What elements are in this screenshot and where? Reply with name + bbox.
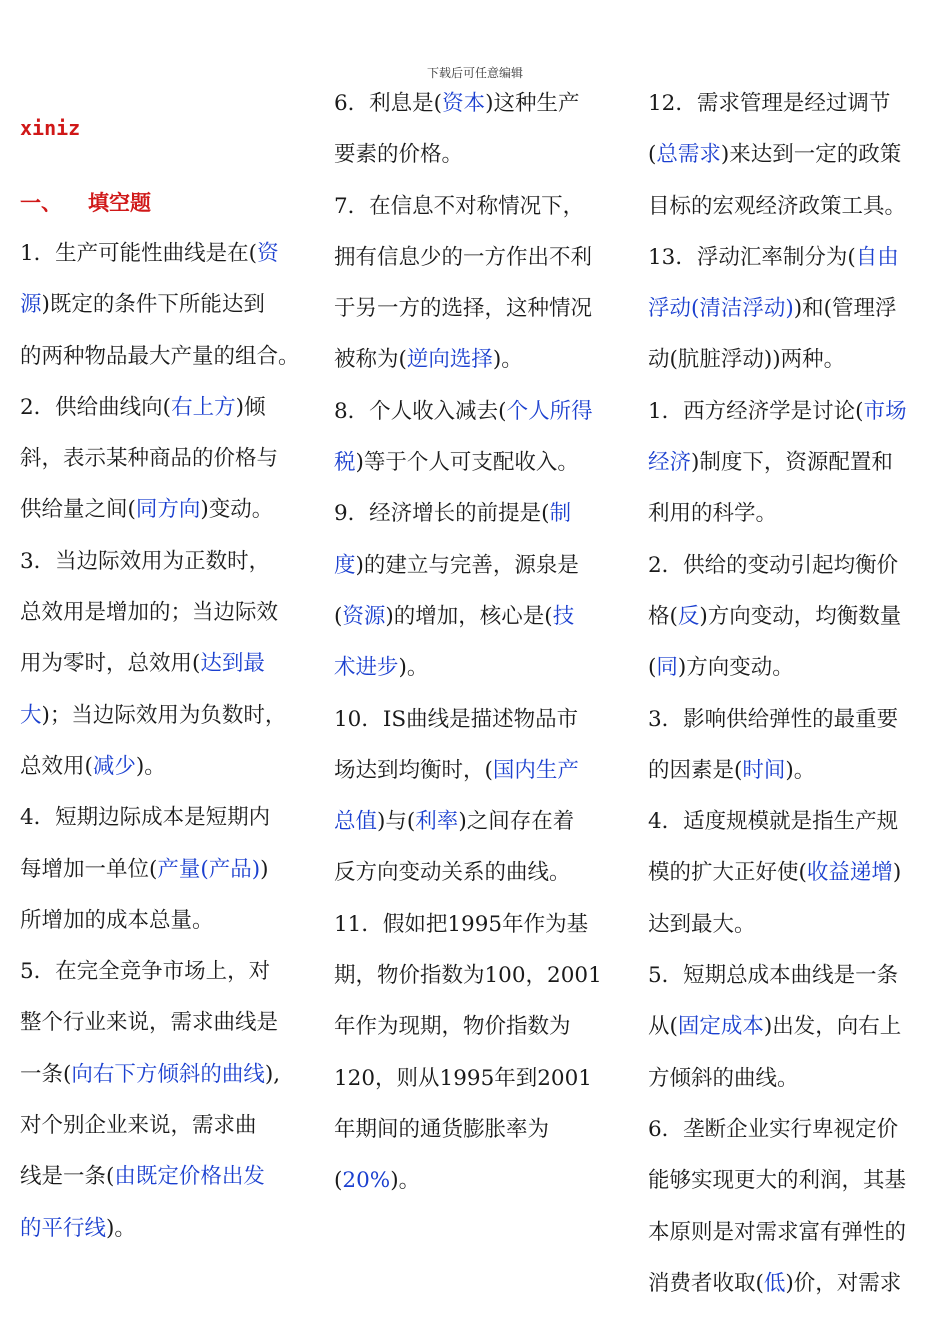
question-text: )制度下，资源配置和 — [691, 450, 893, 476]
text-line — [648, 745, 938, 796]
page-header: 下载后可任意编辑 — [426, 66, 523, 80]
answer-text: 利率 — [415, 809, 459, 835]
question-text: 动(肮脏浮动))两种。 — [648, 347, 846, 373]
text-line — [334, 540, 624, 591]
text-line — [20, 792, 320, 843]
question-text: 6．垄断企业实行卑视定价 — [648, 1116, 899, 1142]
question-text: )和(管理浮 — [793, 296, 897, 322]
question-text: 拥有信息少的一方作出不利 — [334, 244, 593, 270]
text-line — [334, 437, 624, 488]
question-text: 供给量之间( — [20, 497, 136, 523]
answer-text: 市场 — [863, 398, 907, 424]
question-text: )方向变动，均衡数量 — [699, 603, 902, 629]
question-text: 2．供给曲线向( — [20, 394, 172, 420]
text-line — [20, 638, 320, 689]
text-line — [334, 1053, 624, 1104]
question-text: 能够实现更大的利润，其基 — [648, 1168, 907, 1194]
text-line — [334, 591, 624, 642]
answer-text: 反 — [677, 603, 700, 629]
question-text: 格( — [648, 603, 678, 629]
text-line — [648, 232, 938, 283]
text-line — [20, 279, 320, 330]
text-line — [334, 232, 624, 283]
question-text: ) — [892, 860, 902, 886]
question-text: 5．短期总成本曲线是一条 — [648, 963, 899, 989]
answer-text: 同 — [656, 655, 678, 681]
text-line — [648, 796, 938, 847]
answer-text: 20% — [342, 1168, 391, 1194]
question-text: 本原则是对需求富有弹性的 — [648, 1219, 907, 1245]
section-heading — [20, 187, 151, 217]
question-text: 8．个人收入减去( — [334, 398, 507, 424]
answer-text: 同方向 — [135, 497, 201, 523]
text-line — [20, 1151, 320, 1202]
text-line — [334, 334, 624, 385]
question-text: 从( — [648, 1014, 678, 1040]
answer-text: 产量(产品) — [157, 856, 261, 882]
text-line — [648, 1155, 938, 1206]
text-line — [334, 1001, 624, 1052]
question-text: ( — [648, 142, 657, 168]
text-line — [648, 899, 938, 950]
text-line — [334, 694, 624, 745]
answer-text: 总值 — [334, 809, 378, 835]
text-line — [334, 796, 624, 847]
text-line — [648, 283, 938, 334]
question-text: 的因素是( — [648, 757, 743, 783]
question-text: 对个别企业来说，需求曲 — [20, 1113, 257, 1139]
question-text: 方倾斜的曲线。 — [648, 1065, 799, 1091]
question-text: 期，物价指数为100，2001 — [334, 963, 602, 989]
text-line — [334, 78, 624, 129]
question-text: 整个行业来说，需求曲线是 — [20, 1010, 279, 1036]
answer-text: 达到最 — [200, 651, 265, 677]
answer-text: 国内生产 — [492, 757, 579, 783]
answer-text: 的平行线 — [20, 1215, 107, 1241]
question-text: 12．需求管理是经过调节 — [648, 91, 891, 116]
text-line — [334, 847, 624, 898]
text-line — [648, 386, 938, 437]
question-text: )的增加，核心是( — [385, 603, 553, 629]
text-line — [648, 1104, 938, 1155]
answer-text: 资源 — [342, 603, 386, 629]
question-text: 利用的科学。 — [648, 501, 778, 527]
brand-label: xiniz — [20, 116, 81, 140]
question-text: )方向变动。 — [677, 655, 794, 681]
answer-text: 右上方 — [171, 394, 236, 420]
question-text: 10．IS曲线是描述物品市 — [334, 706, 579, 732]
question-text: )的建立与完善，源泉是 — [355, 552, 579, 578]
answer-text: 个人所得 — [506, 398, 593, 424]
answer-text: 技 — [552, 603, 575, 629]
answer-text: 术进步 — [334, 655, 399, 681]
answer-text: 资 — [257, 241, 279, 266]
answer-text: 总需求 — [656, 142, 721, 168]
answer-text: 浮动(清洁浮动) — [648, 296, 794, 322]
answer-text: 度 — [334, 552, 356, 578]
text-line — [334, 899, 624, 950]
text-line — [20, 1100, 320, 1151]
question-text: 目标的宏观经济政策工具。 — [648, 193, 907, 219]
question-text: )。 — [492, 347, 523, 373]
question-text: 年期间的通货膨胀率为 — [334, 1116, 550, 1142]
answer-text: 时间 — [742, 757, 786, 783]
answer-text: 收益递增 — [806, 860, 893, 886]
question-text: 场达到均衡时，( — [334, 757, 493, 783]
question-text: )倾 — [235, 394, 266, 420]
question-text: 6．利息是( — [334, 91, 443, 116]
question-text: 11．假如把1995年作为基 — [334, 911, 589, 937]
text-line — [648, 129, 938, 180]
question-text: 模的扩大正好使( — [648, 860, 807, 886]
text-line — [20, 228, 320, 279]
question-text: )变动。 — [200, 497, 274, 523]
question-text: )出发，向右上 — [763, 1014, 902, 1040]
text-line — [334, 642, 624, 693]
question-text: ( — [334, 1168, 343, 1194]
question-text: 每增加一单位( — [20, 856, 158, 882]
question-text: 反方向变动关系的曲线。 — [334, 860, 571, 886]
text-line — [20, 690, 320, 741]
question-text: 年作为现期，物价指数为 — [334, 1014, 571, 1040]
question-text: )与( — [377, 809, 416, 835]
question-text: 斜，表示某种商品的价格与 — [20, 446, 279, 472]
answer-text: 制 — [549, 501, 572, 527]
question-text: )。 — [398, 655, 429, 681]
question-text: )。 — [106, 1215, 136, 1241]
answer-text: 经济 — [648, 450, 692, 476]
text-line — [648, 78, 938, 129]
text-line — [648, 488, 938, 539]
text-line — [648, 694, 938, 745]
question-text: ( — [334, 603, 343, 629]
text-line — [648, 1053, 938, 1104]
text-line — [20, 895, 320, 946]
question-text: 2．供给的变动引起均衡价 — [648, 552, 899, 578]
question-text: )等于个人可支配收入。 — [355, 450, 579, 476]
question-text: 13．浮动汇率制分为( — [648, 244, 856, 270]
section-title: 填空题 — [88, 191, 151, 215]
text-line — [20, 536, 320, 587]
question-text: 1．生产可能性曲线是在( — [20, 241, 258, 266]
question-text: 4．适度规模就是指生产规 — [648, 809, 899, 835]
text-line — [334, 386, 624, 437]
question-text: )。 — [135, 753, 166, 779]
question-text: 一条( — [20, 1061, 72, 1087]
text-line — [334, 745, 624, 796]
answer-text: 逆向选择 — [406, 347, 493, 373]
question-text: 9．经济增长的前提是( — [334, 501, 550, 527]
text-line — [334, 488, 624, 539]
question-text: 达到最大。 — [648, 911, 756, 937]
text-line — [648, 1001, 938, 1052]
text-line — [20, 1203, 320, 1254]
text-line — [648, 437, 938, 488]
text-line — [20, 946, 320, 997]
text-line — [20, 331, 320, 382]
text-line — [20, 997, 320, 1048]
section-number: 一、 — [20, 191, 62, 215]
question-text: ( — [648, 655, 657, 681]
question-text: 3．当边际效用为正数时， — [20, 548, 271, 574]
question-text: )来达到一定的政策 — [720, 142, 902, 168]
text-line — [334, 1155, 624, 1206]
text-line — [648, 642, 938, 693]
question-text: 消费者收取( — [648, 1270, 764, 1296]
question-text: )既定的条件下所能达到 — [41, 292, 265, 318]
question-text: 7．在信息不对称情况下， — [334, 193, 585, 219]
text-column-1 — [20, 228, 320, 1254]
answer-text: 自由 — [855, 244, 899, 270]
question-text: 所增加的成本总量。 — [20, 907, 214, 933]
answer-text: 低 — [763, 1270, 786, 1296]
question-text: )之间存在着 — [458, 809, 575, 835]
text-line — [20, 741, 320, 792]
question-text: )。 — [390, 1168, 421, 1194]
answer-text: 向右下方倾斜的曲线 — [71, 1061, 265, 1087]
question-text: 总效用( — [20, 753, 93, 779]
answer-text: 由既定价格出发 — [114, 1164, 265, 1190]
answer-text: 减少 — [92, 753, 136, 779]
question-text: 总效用是增加的；当边际效 — [20, 600, 279, 626]
text-column-2 — [334, 78, 624, 1207]
text-line — [334, 1104, 624, 1155]
question-text: ), — [264, 1061, 281, 1087]
text-line — [648, 950, 938, 1001]
answer-text: 资本 — [442, 91, 486, 116]
question-text: )；当边际效用为负数时， — [41, 702, 287, 728]
text-line — [648, 1258, 938, 1309]
question-text: 于另一方的选择，这种情况 — [334, 296, 593, 322]
question-text: )价，对需求 — [785, 1270, 902, 1296]
question-text: 1．西方经济学是讨论( — [648, 398, 864, 424]
text-line — [648, 181, 938, 232]
text-line — [334, 129, 624, 180]
answer-text: 税 — [334, 450, 356, 476]
text-line — [20, 844, 320, 895]
question-text: 被称为( — [334, 347, 407, 373]
answer-text: 源 — [20, 292, 42, 318]
question-text: 要素的价格。 — [334, 142, 464, 168]
question-text: 5．在完全竞争市场上，对 — [20, 959, 271, 985]
text-line — [648, 1207, 938, 1258]
text-line — [334, 181, 624, 232]
question-text: 的两种物品最大产量的组合。 — [20, 343, 300, 369]
text-line — [648, 847, 938, 898]
answer-text: 固定成本 — [677, 1014, 764, 1040]
question-text: 3．影响供给弹性的最重要 — [648, 706, 899, 732]
question-text: 线是一条( — [20, 1164, 115, 1190]
text-line — [20, 433, 320, 484]
question-text: ) — [260, 856, 269, 882]
text-line — [334, 950, 624, 1001]
question-text: 4．短期边际成本是短期内 — [20, 805, 271, 831]
answer-text: 大 — [20, 702, 42, 728]
text-line — [648, 591, 938, 642]
text-column-3 — [648, 78, 938, 1309]
text-line — [20, 382, 320, 433]
text-line — [20, 484, 320, 535]
text-line — [334, 283, 624, 334]
question-text: )。 — [785, 757, 816, 783]
question-text: )这种生产 — [485, 91, 580, 116]
text-line — [648, 334, 938, 385]
text-line — [648, 540, 938, 591]
text-line — [20, 1049, 320, 1100]
question-text: 120，则从1995年到2001 — [334, 1065, 592, 1091]
text-line — [20, 587, 320, 638]
question-text: 用为零时，总效用( — [20, 651, 201, 677]
